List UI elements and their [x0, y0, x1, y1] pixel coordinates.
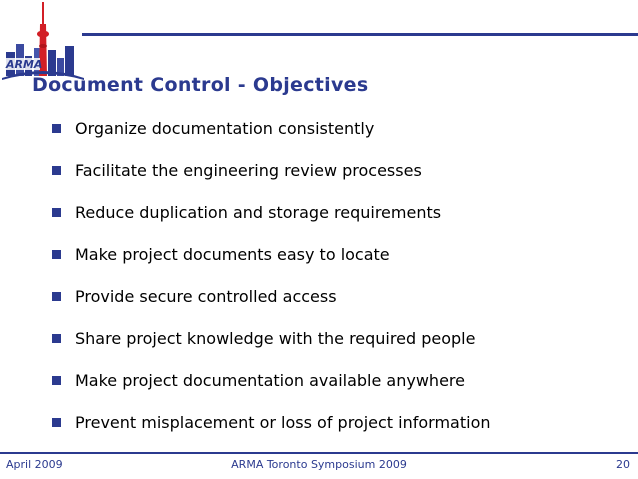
list-item [52, 149, 491, 191]
square-bullet-icon [52, 418, 61, 427]
list-item [52, 191, 491, 233]
square-bullet-icon [52, 166, 61, 175]
header-rule [82, 33, 638, 36]
square-bullet-icon [52, 250, 61, 259]
list-item [52, 317, 491, 359]
bullet-text: Provide secure controlled access [75, 286, 337, 306]
list-item [52, 107, 491, 149]
page-number: 20 [616, 458, 630, 471]
square-bullet-icon [52, 334, 61, 343]
square-bullet-icon [52, 376, 61, 385]
square-bullet-icon [52, 124, 61, 133]
square-bullet-icon [52, 292, 61, 301]
slide-title: Document Control - Objectives [32, 74, 369, 96]
bullet-text: Make project documentation available anywhere [75, 370, 465, 390]
list-item [52, 359, 491, 401]
objectives-list [52, 107, 491, 443]
list-item [52, 401, 491, 443]
list-item [52, 275, 491, 317]
bullet-text: Reduce duplication and storage requirements [75, 202, 442, 222]
footer-rule [0, 452, 638, 454]
bullet-text: Facilitate the engineering review processes [75, 160, 422, 180]
bullet-text: Organize documentation consistently [75, 118, 375, 138]
bullet-text: Share project knowledge with the required people [75, 328, 476, 348]
bullet-text: Prevent misplacement or loss of project information [75, 412, 491, 432]
square-bullet-icon [52, 208, 61, 217]
list-item [52, 233, 491, 275]
footer-event: ARMA Toronto Symposium 2009 [231, 458, 407, 471]
logo-text: ARMA [6, 58, 43, 71]
bullet-text: Make project documents easy to locate [75, 244, 390, 264]
footer-date: April 2009 [6, 458, 63, 471]
